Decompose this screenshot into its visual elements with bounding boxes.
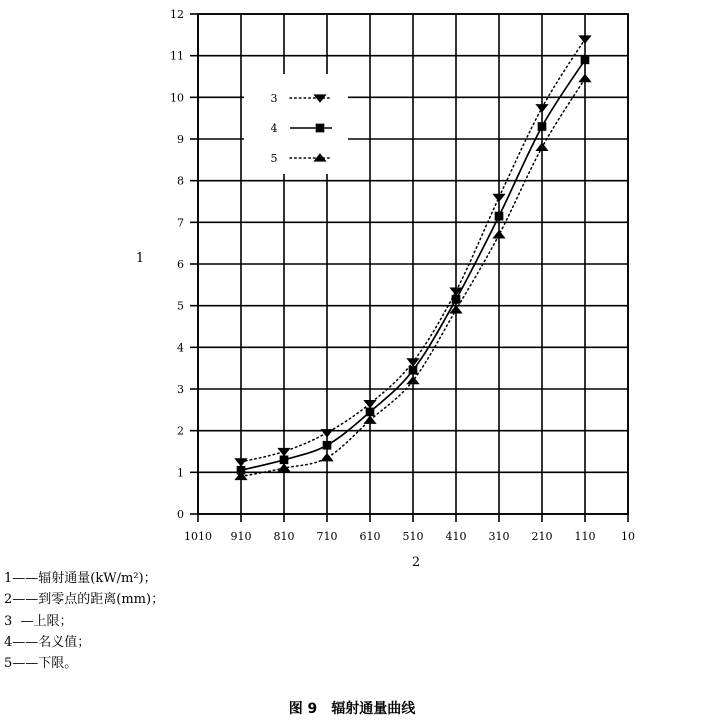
x-tick-label: 610 xyxy=(359,530,381,543)
legend-label: 4 xyxy=(270,122,278,135)
note-dash: —— xyxy=(12,634,39,650)
series-3-point xyxy=(320,429,333,437)
series-4-point xyxy=(581,55,590,64)
x-tick-label: 710 xyxy=(316,530,338,543)
y-tick-label: 1 xyxy=(177,466,184,480)
x-tick-label: 110 xyxy=(574,530,596,543)
y-tick-label: 10 xyxy=(170,91,184,105)
y-tick-label: 5 xyxy=(177,299,184,313)
series-3-point xyxy=(578,35,591,43)
series-3-point xyxy=(234,458,247,466)
series-4-point xyxy=(366,408,375,417)
legend-box xyxy=(244,74,348,174)
note-item xyxy=(4,589,164,610)
x-tick-label: 910 xyxy=(230,530,252,543)
legend-label: 5 xyxy=(270,152,278,165)
y-tick-label: 6 xyxy=(177,258,184,271)
notes-list xyxy=(4,568,164,674)
series-5-point xyxy=(578,74,591,82)
note-item xyxy=(4,653,164,674)
y-tick-label: 0 xyxy=(177,508,184,521)
note-text: 上限； xyxy=(33,613,73,629)
note-text: 辐射通量(kW/m²)； xyxy=(38,571,157,586)
y-tick-label: 7 xyxy=(177,216,184,230)
x-tick-label: 310 xyxy=(488,530,510,543)
x-tick-label: 810 xyxy=(273,530,295,543)
series-3-point xyxy=(535,104,548,112)
note-item xyxy=(4,568,164,589)
note-text: 名义值； xyxy=(38,634,91,650)
y-axis-label: 1 xyxy=(135,251,145,266)
y-tick-label: 2 xyxy=(177,424,184,438)
series-4-point xyxy=(280,455,289,464)
legend-label: 3 xyxy=(270,92,278,105)
note-number: 2 xyxy=(4,592,13,608)
y-tick-label: 8 xyxy=(177,174,184,188)
y-tick-label: 9 xyxy=(177,133,184,146)
x-axis-label: 2 xyxy=(411,555,421,570)
x-tick-label: 210 xyxy=(531,530,553,543)
note-dash: —— xyxy=(12,656,39,672)
x-tick-label: 510 xyxy=(402,530,424,543)
note-dash: —— xyxy=(12,592,39,608)
series-3-point xyxy=(492,194,505,202)
figure-title: 辐射通量曲线 xyxy=(331,701,416,717)
note-number: 1 xyxy=(4,571,13,586)
series-4-point xyxy=(538,122,547,131)
x-tick-label: 1010 xyxy=(184,530,212,543)
note-dash: —— xyxy=(12,571,39,586)
x-tick-label: 410 xyxy=(445,530,467,543)
figure-number: 图 9 xyxy=(288,701,318,717)
series-4-point xyxy=(409,366,418,375)
note-number: 5 xyxy=(4,656,13,672)
note-number: 4 xyxy=(4,634,13,650)
series-5-point xyxy=(492,230,505,238)
figure-caption xyxy=(0,698,704,718)
series-5-point xyxy=(535,143,548,151)
note-dash: — xyxy=(12,613,34,629)
x-tick-label: 10 xyxy=(621,530,635,543)
note-text: 到零点的距离(mm)； xyxy=(38,592,165,608)
note-number: 3 xyxy=(4,613,13,629)
series-3-point xyxy=(277,448,290,456)
series-4-point xyxy=(452,295,461,304)
note-item xyxy=(4,632,164,653)
series-4-point xyxy=(495,212,504,221)
series-4-point xyxy=(323,441,332,450)
note-text: 下限。 xyxy=(38,656,78,672)
note-item xyxy=(4,611,164,632)
legend-marker xyxy=(316,124,325,133)
y-tick-label: 12 xyxy=(170,8,184,21)
y-tick-label: 11 xyxy=(170,49,184,63)
y-tick-label: 3 xyxy=(177,383,184,396)
y-tick-label: 4 xyxy=(177,341,184,355)
